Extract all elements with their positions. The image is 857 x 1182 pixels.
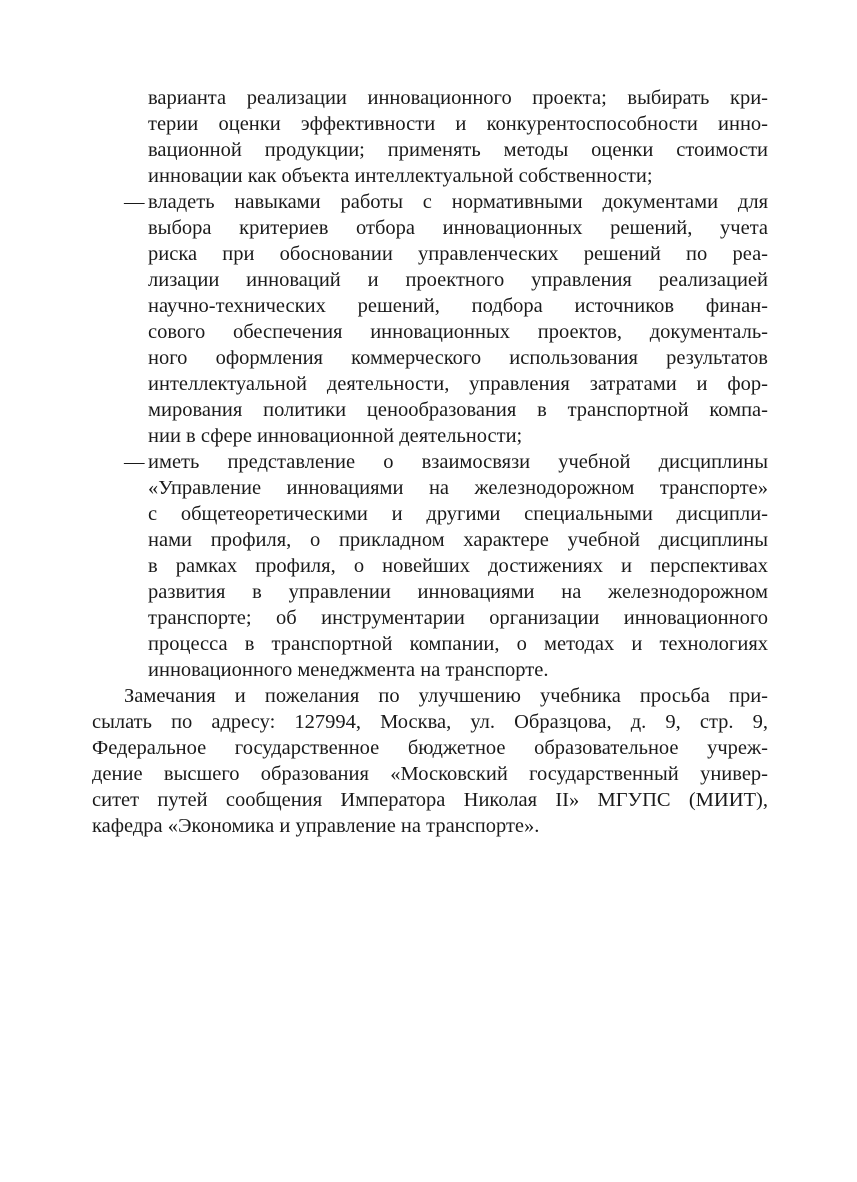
- text-line: владеть навыками работы с нормативными документами для: [148, 191, 768, 213]
- text-line: Замечания и пожелания по улучшению учебника просьба при-: [124, 685, 768, 707]
- text-line: риска при обосновании управленческих решений по реа-: [148, 243, 768, 265]
- text-line: «Управление инновациями на железнодорожном транспорте»: [148, 477, 768, 499]
- text-line: терии оценки эффективности и конкурентоспособности инно-: [148, 113, 768, 135]
- text-line: в рамках профиля, о новейших достижениях и перспективах: [148, 555, 768, 577]
- text-line: кафедра «Экономика и управление на транспорте».: [92, 815, 540, 837]
- closing-paragraph: [0, 683, 857, 839]
- text-line: Федеральное государственное бюджетное образовательное учреж-: [92, 737, 768, 759]
- text-line: ного оформления коммерческого использования результатов: [148, 347, 768, 369]
- text-line: процесса в транспортной компании, о методах и технологиях: [148, 633, 768, 655]
- text-line: транспорте; об инструментарии организации инновационного: [148, 607, 768, 629]
- bullet-dash: —: [124, 191, 145, 213]
- text-line: с общетеоретическими и другими специальными дисципли-: [148, 503, 768, 525]
- text-line: дение высшего образования «Московский государственный универ-: [92, 763, 768, 785]
- text-line: сового обеспечения инновационных проектов, документаль-: [148, 321, 768, 343]
- text-line: лизации инноваций и проектного управления реализацией: [148, 269, 768, 291]
- text-line: нии в сфере инновационной деятельности;: [148, 425, 523, 447]
- text-line: инновационного менеджмента на транспорте.: [148, 659, 549, 681]
- text-line: нами профиля, о прикладном характере учебной дисциплины: [148, 529, 768, 551]
- text-line: ситет путей сообщения Императора Николая II» МГУПС (МИИТ),: [92, 789, 768, 811]
- text-line: варианта реализации инновационного проекта; выбирать кри-: [148, 87, 768, 109]
- text-line: мирования политики ценообразования в транспортной компа-: [148, 399, 768, 421]
- text-line: сылать по адресу: 127994, Москва, ул. Образцова, д. 9, стр. 9,: [92, 711, 768, 733]
- text-line: научно-технических решений, подбора источников финан-: [148, 295, 768, 317]
- text-line: интеллектуальной деятельности, управления затратами и фор-: [148, 373, 768, 395]
- text-line: иметь представление о взаимосвязи учебной дисциплины: [148, 451, 768, 473]
- list-continuation: [0, 85, 857, 189]
- document-page: [0, 85, 857, 839]
- list-item: [0, 449, 857, 683]
- text-line: инновации как объекта интеллектуальной собственности;: [148, 165, 653, 187]
- text-line: выбора критериев отбора инновационных решений, учета: [148, 217, 768, 239]
- bullet-dash: —: [124, 451, 145, 473]
- text-line: вационной продукции; применять методы оценки стоимости: [148, 139, 768, 161]
- list-item: [0, 189, 857, 449]
- text-line: развития в управлении инновациями на железнодорожном: [148, 581, 768, 603]
